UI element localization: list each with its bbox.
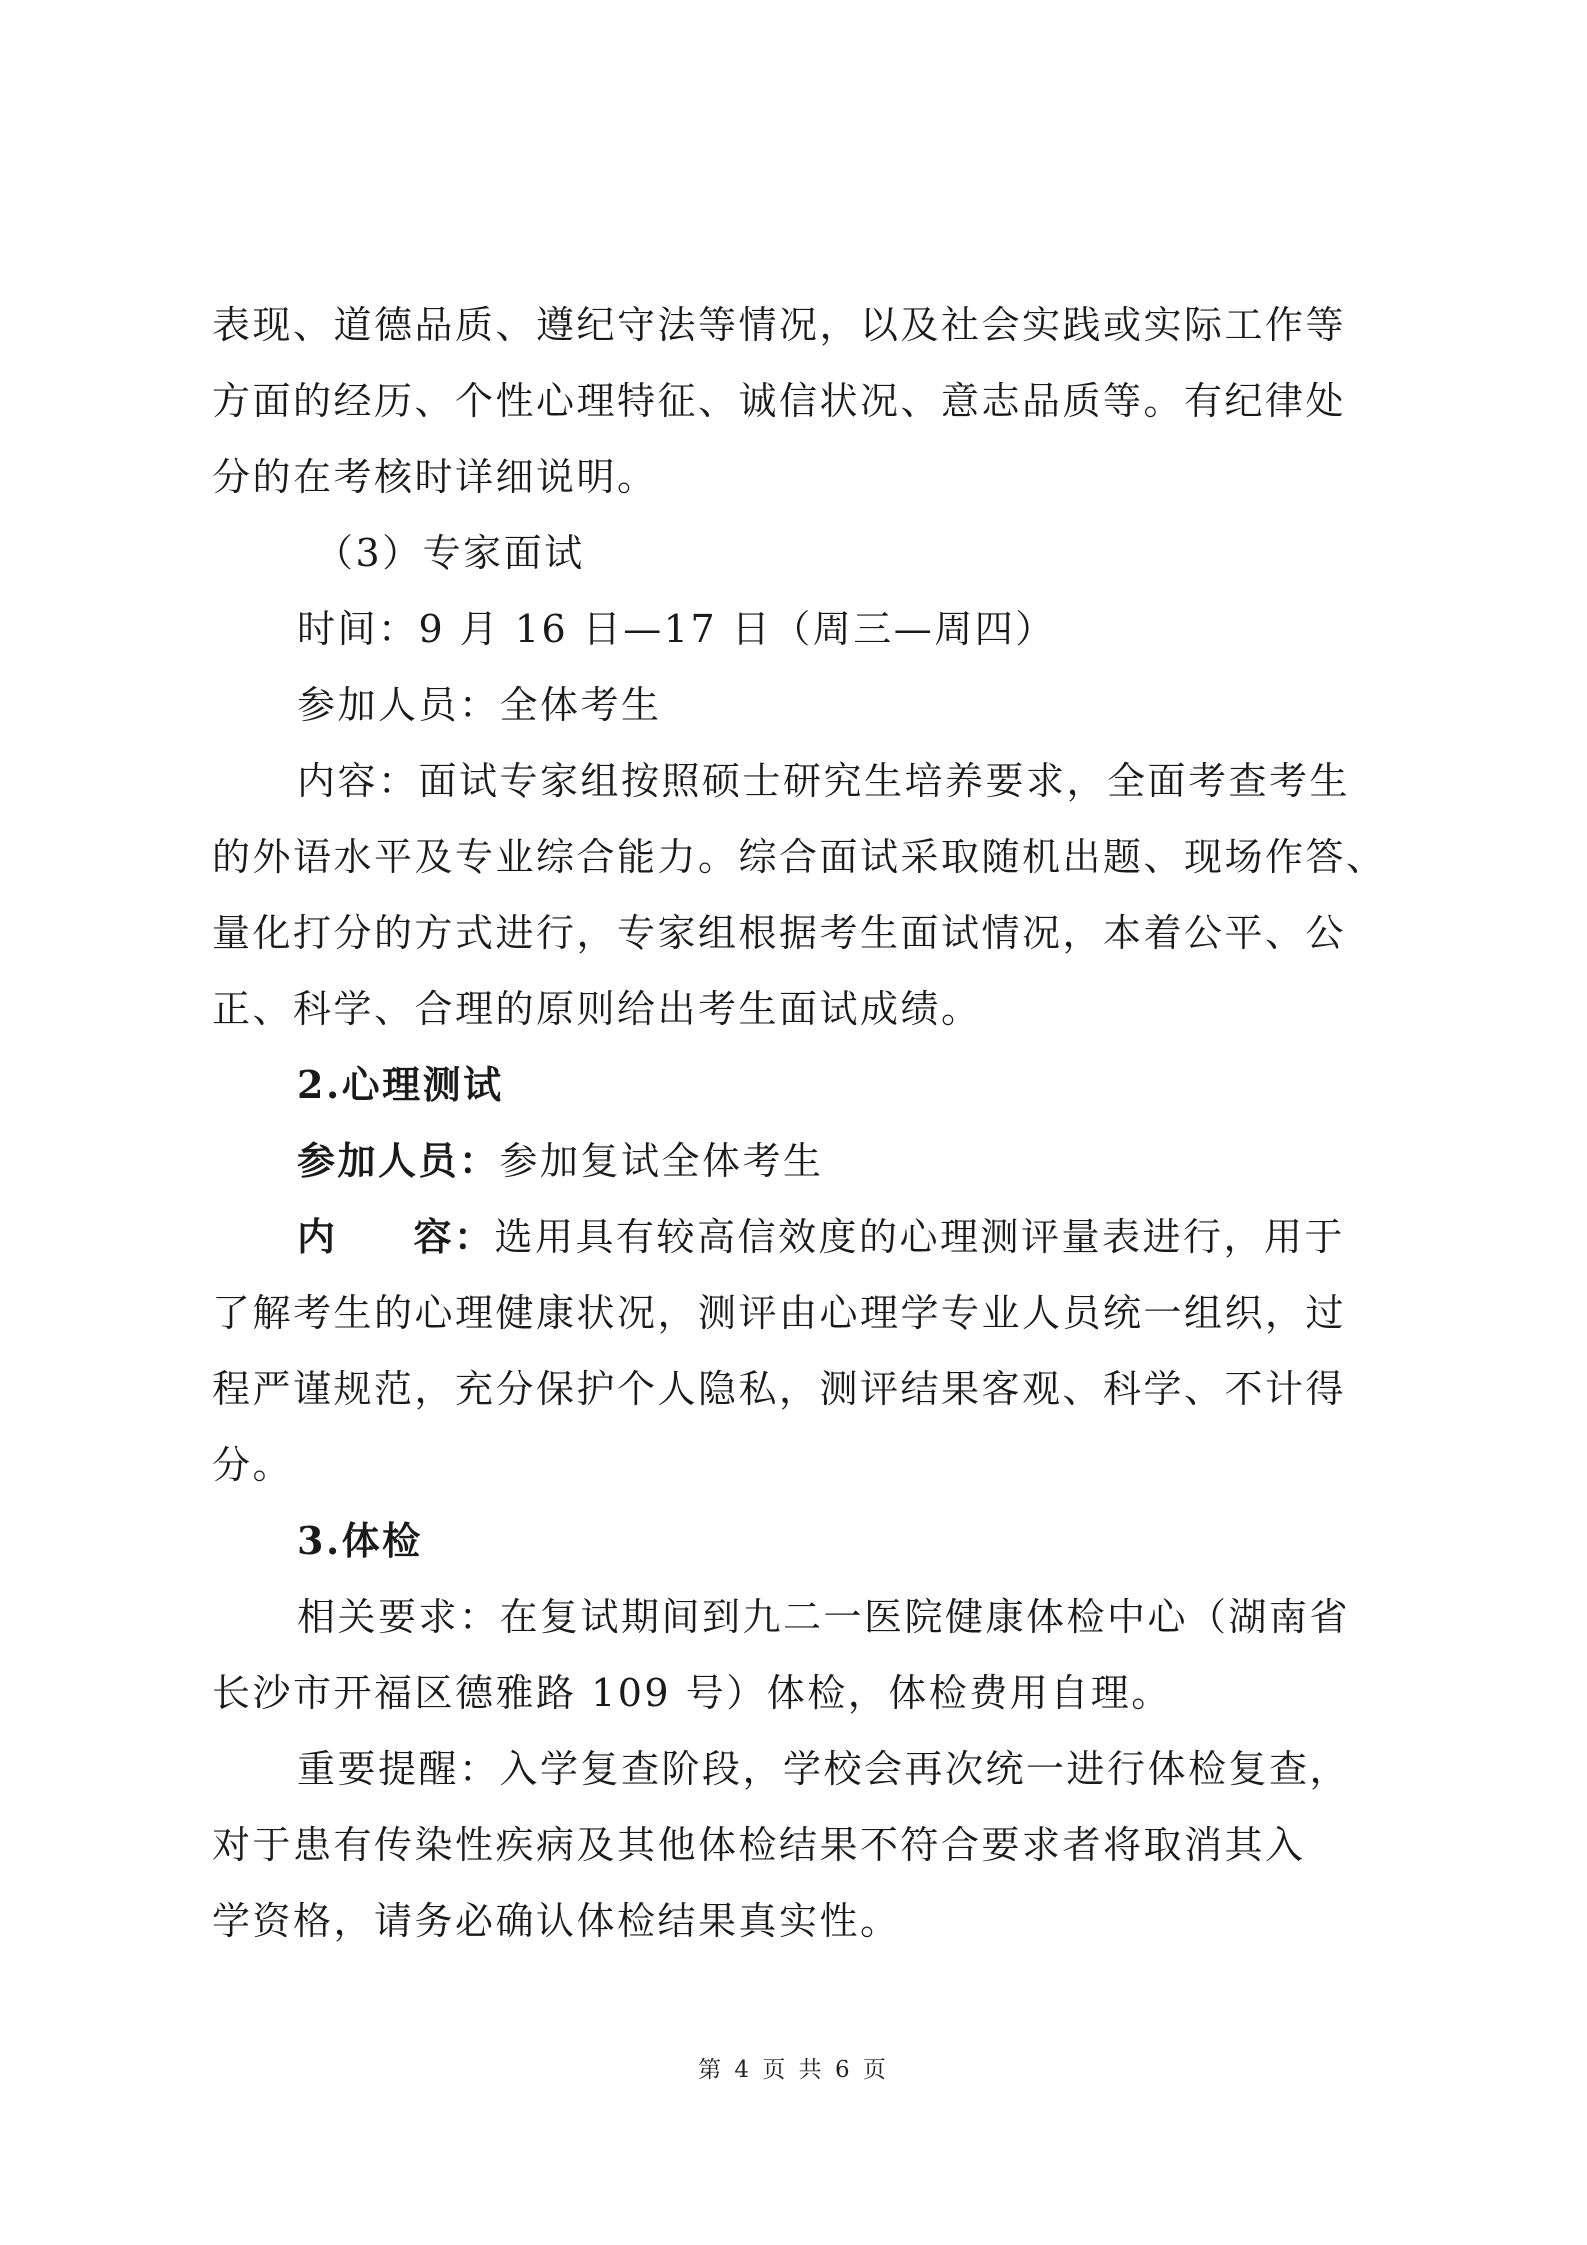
paragraph-line: 学资格，请务必确认体检结果真实性。 — [212, 1899, 901, 1943]
paragraph-line: 的外语水平及专业综合能力。综合面试采取随机出题、现场作答、 — [212, 835, 1387, 879]
paragraph-line: 表现、道德品质、遵纪守法等情况，以及社会实践或实际工作等 — [212, 303, 1347, 347]
paragraph-line: 相关要求：在复试期间到九二一医院健康体检中心（湖南省 — [297, 1595, 1351, 1639]
paragraph-line: 长沙市开福区德雅路 109 号）体检，体检费用自理。 — [212, 1671, 1172, 1715]
paragraph-line: 程严谨规范，充分保护个人隐私，测评结果客观、科学、不计得 — [212, 1367, 1347, 1411]
content-label-a: 内 — [297, 1214, 338, 1259]
interview-participants: 参加人员：全体考生 — [297, 683, 662, 727]
paragraph-line: 重要提醒：入学复查阶段，学校会再次统一进行体检复查， — [297, 1747, 1351, 1791]
paragraph-line: 量化打分的方式进行，专家组根据考生面试情况，本着公平、公 — [212, 911, 1347, 955]
subsection-heading: （3）专家面试 — [315, 531, 585, 575]
interview-time: 时间：9 月 16 日—17 日（周三—周四） — [297, 607, 1056, 651]
paragraph-line: 了解考生的心理健康状况，测评由心理学专业人员统一组织，过 — [212, 1291, 1347, 1335]
paragraph-line: 方面的经历、个性心理特征、诚信状况、意志品质等。有纪律处 — [212, 379, 1347, 423]
paragraph-line: 分的在考核时详细说明。 — [212, 455, 658, 499]
section-heading: 2.心理测试 — [297, 1062, 504, 1107]
paragraph-line: 内容：面试专家组按照硕士研究生培养要求，全面考查考生 — [297, 759, 1351, 803]
section-heading: 3.体检 — [297, 1518, 423, 1563]
participants-label: 参加人员： — [297, 1138, 500, 1183]
paragraph-line: 正、科学、合理的原则给出考生面试成绩。 — [212, 987, 982, 1031]
participants-value: 参加复试全体考生 — [499, 1139, 824, 1183]
page-number-footer: 第 4 页 共 6 页 — [698, 2057, 889, 2083]
psych-content-first-line — [297, 1212, 1402, 1262]
psych-participants — [297, 1136, 1402, 1186]
content-label-b: 容： — [413, 1214, 495, 1259]
content-text: 选用具有较高信效度的心理测评量表进行，用于 — [494, 1215, 1346, 1259]
paragraph-line: 分。 — [212, 1443, 294, 1487]
paragraph-line: 对于患有传染性疾病及其他体检结果不符合要求者将取消其入 — [212, 1823, 1306, 1867]
